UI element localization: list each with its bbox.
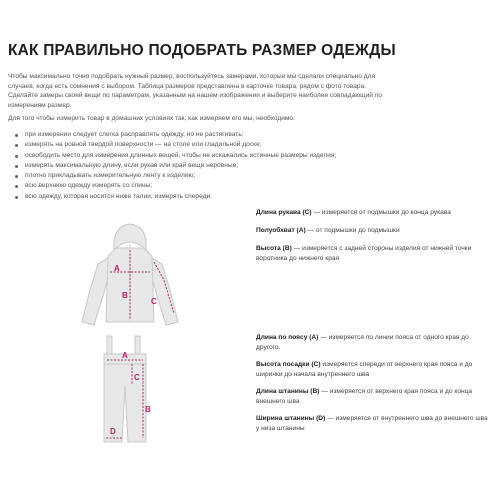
pants-descriptions (256, 333, 492, 434)
jacket-label-c: C (151, 297, 157, 306)
pants-measure-width (256, 414, 492, 434)
term: Высота посадки (С) (256, 361, 321, 368)
pants-label-a: A (122, 351, 128, 360)
list-item: измерять максимальную длину, если рукав или край вещи неровные; (8, 161, 336, 171)
text: — измеряется от внутреннего шва до внешнего шва у низа штанины (256, 415, 488, 432)
term: Длина штанины (В) (256, 388, 320, 395)
jacket-descriptions (256, 208, 492, 264)
term: Ширина штанины (D) (256, 415, 326, 422)
page-title: КАК ПРАВИЛЬНО ПОДОБРАТЬ РАЗМЕР ОДЕЖДЫ (8, 42, 396, 59)
list-item: всю одежду, которая носится ниже талии, измерять спереди. (8, 192, 336, 202)
lead-text: Для того чтобы измерить товар в домашних условиях так, как измеряем его мы, необходимо: (8, 115, 295, 122)
list-item: освободить место для измерения длинных вещей, чтобы не искажались истинные размеры изделия; (8, 151, 336, 161)
pants-measure-waist (256, 333, 492, 353)
term: Длина рукава (С) (256, 209, 312, 216)
measuring-rules-list (8, 130, 336, 202)
jacket-measure-halfgirth (256, 226, 492, 236)
jacket-label-b: B (122, 291, 128, 300)
jacket-illustration (70, 218, 190, 333)
term: Полуобхват (А) (256, 227, 306, 234)
pants-label-b: B (145, 405, 151, 414)
pants-measure-rise (256, 360, 492, 380)
pants-measure-length (256, 387, 492, 407)
pants-illustration (95, 334, 155, 452)
jacket-label-a: A (114, 264, 120, 273)
pants-label-c: C (134, 373, 140, 382)
pants-label-d: D (110, 427, 116, 436)
jacket-measure-sleeve (256, 208, 492, 218)
jacket-measure-height (256, 244, 492, 264)
intro-paragraph: Чтобы максимально точно подобрать нужный размер, воспользуйтесь замерами, которые мы сделали специально для случаев, когда есть сомнения с выбором. Таблица размеров представлена в карточке товара, рядом с фото товара. Сделайте замеры своей вещи по параметрам, указанным на нашем изображении и выберите наиболее совпадающий по измерениям размер. (8, 73, 383, 109)
text: — измеряется от подмышки до конца рукава (311, 209, 451, 216)
text: — измеряется от верхнего края пояса и до конца внешнего шва (256, 388, 473, 405)
text: — измеряется с задней стороны изделия от нижней точки воротника до нижнего края (256, 245, 472, 262)
text: — измеряется по линии пояса от одного края до другого. (256, 334, 469, 351)
list-item: плотно прикладывать измерительную ленту к изделию; (8, 171, 336, 181)
term: Высота (В) (256, 245, 292, 252)
list-item: всю верхнюю одежду измерять со спины; (8, 181, 336, 191)
term: Длина по поясу (А) (256, 334, 319, 341)
text: измеряется спереди от верхнего края пояса и до ширинки до начала внутреннего шва (256, 361, 473, 378)
list-item: при измерении следует слегка расправлять одежду, но не растягивать; (8, 130, 336, 140)
list-item: измерять на ровной твердой поверхности — на столе или гладильной доске; (8, 140, 336, 150)
text: — от подмышки до подмышки (305, 227, 400, 234)
